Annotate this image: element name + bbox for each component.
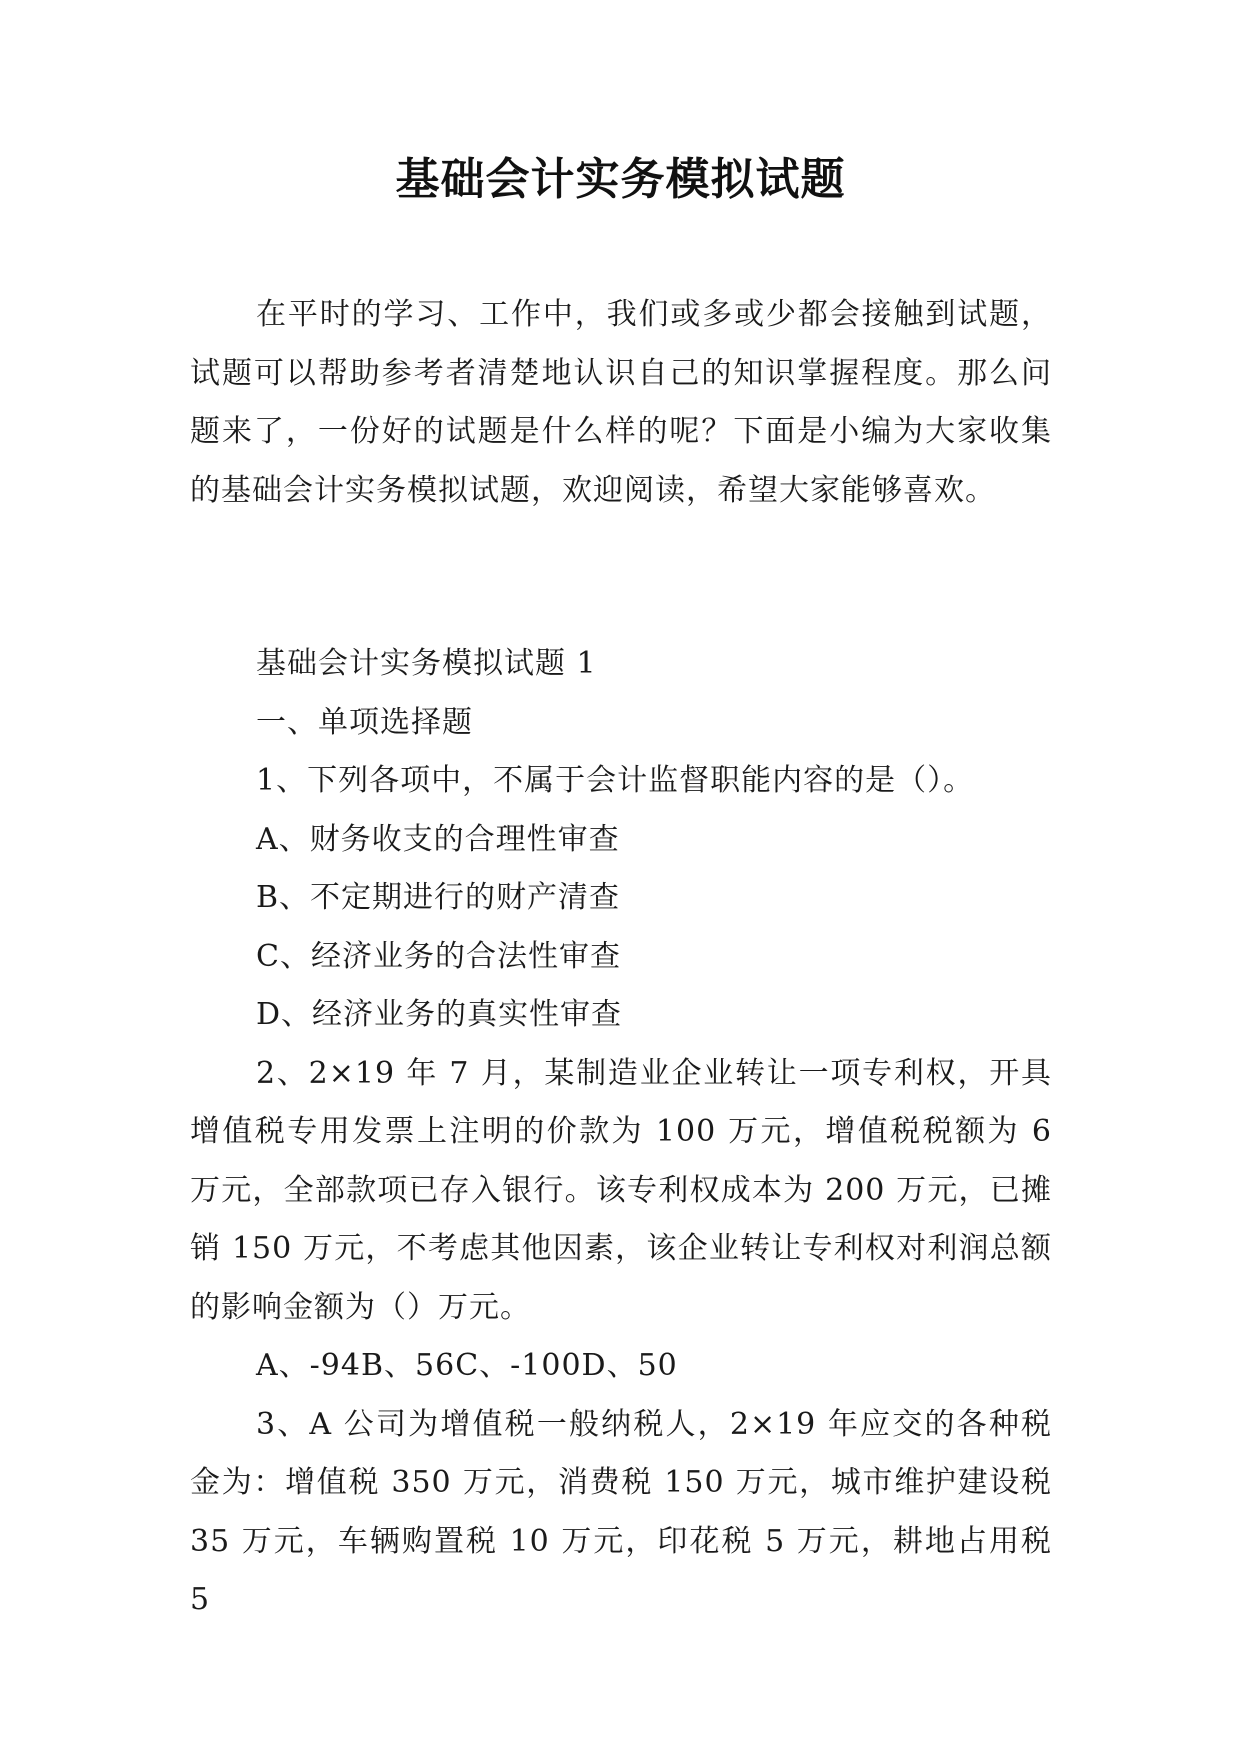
- part-title: 一、单项选择题: [256, 704, 473, 740]
- question-1-option-a: A、财务收支的合理性审查: [256, 821, 620, 857]
- question-1-option-d: D、经济业务的真实性审查: [256, 997, 623, 1032]
- section-title: 基础会计实务模拟试题 1: [256, 646, 597, 681]
- question-3-stem: 3、A 公司为增值税一般纳税人，2×19 年应交的各种税金为：增值税 350 万元，消费税 150 万元，城市维护建设税 35 万元，车辆购置税 10 万元，印花税 5 万元，耕地占用税 5: [190, 1406, 1052, 1617]
- question-2-options: A、-94B、56C、-100D、50: [256, 1348, 678, 1383]
- document-title: 基础会计实务模拟试题: [395, 154, 846, 205]
- question-2-stem: 2、2×19 年 7 月，某制造业企业转让一项专利权，开具增值税专用发票上注明的价款为 100 万元，增值税税额为 6 万元，全部款项已存入银行。该专利权成本为 200 万元，已摊销 150 万元，不考虑其他因素，该企业转让专利权对利润总额的影响金额为（）万元。: [190, 1055, 1052, 1325]
- question-1-option-c: C、经济业务的合法性审查: [256, 938, 621, 974]
- question-block: [190, 635, 1052, 1630]
- question-1-option-b: B、不定期进行的财产清查: [256, 880, 621, 915]
- question-1-stem: 1、下列各项中，不属于会计监督职能内容的是（）。: [256, 763, 975, 798]
- intro-paragraph: 在平时的学习、工作中，我们或多或少都会接触到试题，试题可以帮助参考者清楚地认识自己的知识掌握程度。那么问题来了，一份好的试题是什么样的呢？下面是小编为大家收集的基础会计实务模拟试题，欢迎阅读，希望大家能够喜欢。: [190, 297, 1052, 508]
